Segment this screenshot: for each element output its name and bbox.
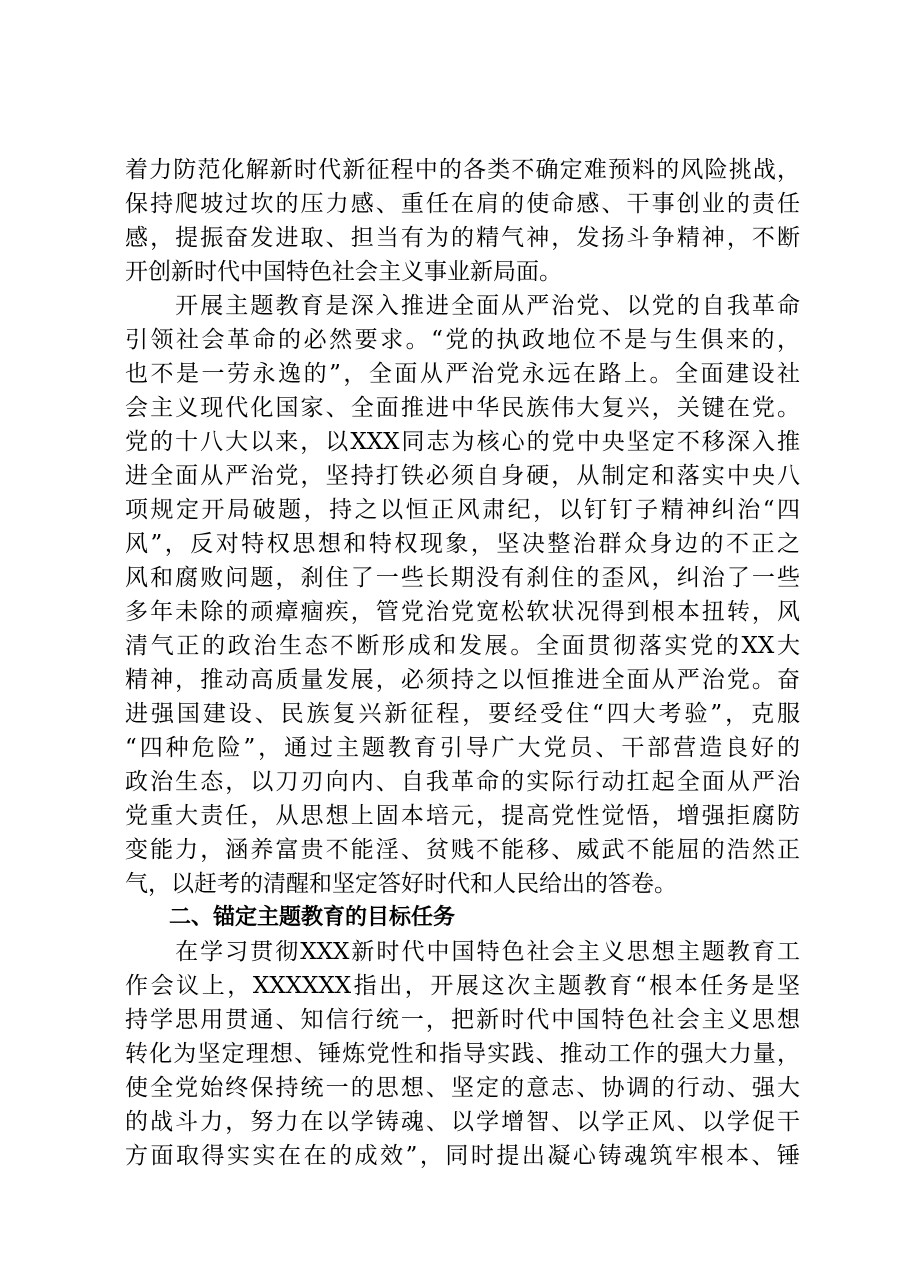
body-text-line: 多年未除的顽瘴痼疾，管党治党宽松软状况得到根本扭转，风: [125, 599, 800, 625]
body-text-line: 转化为坚定理想、锤炼党性和指导实践、推动工作的强大力量，: [125, 1041, 800, 1067]
body-text-line: 开展主题教育是深入推进全面从严治党、以党的自我革命: [125, 293, 800, 319]
body-text-line: 清气正的政治生态不断形成和发展。全面贯彻落实党的XX大: [125, 633, 800, 659]
body-text-line: 也不是一劳永逸的”，全面从严治党永远在路上。全面建设社: [125, 361, 800, 387]
body-text-line: 政治生态，以刀刃向内、自我革命的实际行动扛起全面从严治: [125, 769, 800, 795]
body-text-line: 党的十八大以来，以XXX同志为核心的党中央坚定不移深入推: [125, 429, 800, 455]
body-text-line: 进全面从严治党，坚持打铁必须自身硬，从制定和落实中央八: [125, 463, 800, 489]
body-text-line: 精神，推动高质量发展，必须持之以恒推进全面从严治党。奋: [125, 667, 800, 693]
body-text-line: 感，提振奋发进取、担当有为的精气神，发扬斗争精神，不断: [125, 225, 800, 251]
body-text-line: 着力防范化解新时代新征程中的各类不确定难预料的风险挑战，: [125, 157, 800, 183]
body-text-line: 党重大责任，从思想上固本培元，提高党性觉悟，增强拒腐防: [125, 803, 800, 829]
body-text-line: “四种危险”，通过主题教育引导广大党员、干部营造良好的: [125, 735, 800, 761]
body-text-line: 作会议上，XXXXXX指出，开展这次主题教育“根本任务是坚: [125, 973, 800, 999]
body-text-line: 会主义现代化国家、全面推进中华民族伟大复兴，关键在党。: [125, 395, 800, 421]
body-text-line: 保持爬坡过坎的压力感、重任在肩的使命感、干事创业的责任: [125, 191, 800, 217]
body-text-line: 变能力，涵养富贵不能淫、贫贱不能移、威武不能屈的浩然正: [125, 837, 800, 863]
body-text-line: 开创新时代中国特色社会主义事业新局面。: [125, 259, 562, 285]
body-text-line: 持学思用贯通、知信行统一，把新时代中国特色社会主义思想: [125, 1007, 800, 1033]
body-text-line: 使全党始终保持统一的思想、坚定的意志、协调的行动、强大: [125, 1075, 800, 1101]
body-text-line: 风”，反对特权思想和特权现象，坚决整治群众身边的不正之: [125, 531, 800, 557]
body-text-line: 进强国建设、民族复兴新征程，要经受住“四大考验”，克服: [125, 701, 800, 727]
body-text-line: 项规定开局破题，持之以恒正风肃纪，以钉钉子精神纠治“四: [125, 497, 800, 523]
body-text-line: 风和腐败问题，刹住了一些长期没有刹住的歪风，纠治了一些: [125, 565, 800, 591]
body-text-line: 引领社会革命的必然要求。“党的执政地位不是与生俱来的，: [125, 327, 800, 353]
body-text-line: 在学习贯彻XXX新时代中国特色社会主义思想主题教育工: [125, 939, 800, 965]
section-heading: 二、锚定主题教育的目标任务: [125, 905, 456, 930]
body-text-line: 方面取得实实在在的成效”，同时提出凝心铸魂筑牢根本、锤: [125, 1143, 800, 1169]
body-text-line: 气，以赶考的清醒和坚定答好时代和人民给出的答卷。: [125, 871, 677, 897]
body-text-line: 的战斗力，努力在以学铸魂、以学增智、以学正风、以学促干: [125, 1109, 800, 1135]
